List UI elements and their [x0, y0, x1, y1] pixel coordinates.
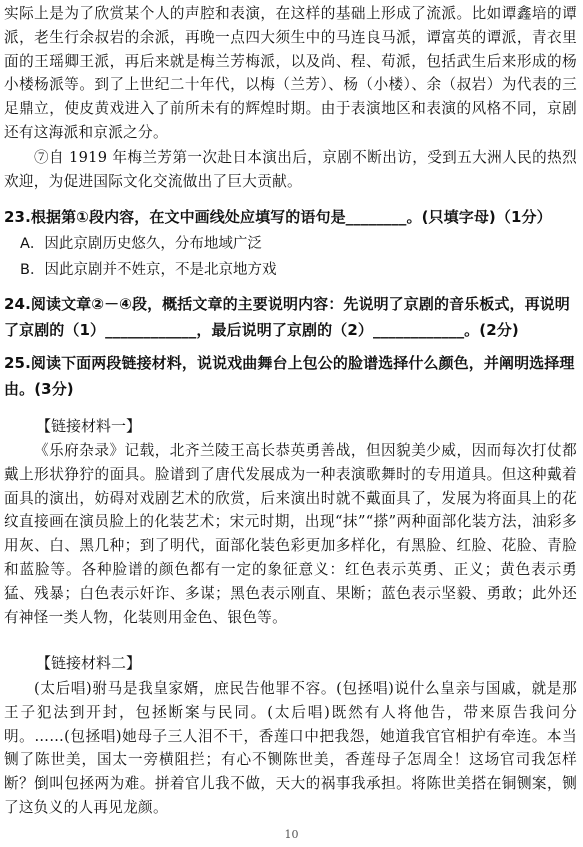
- page-number: 10: [284, 828, 299, 841]
- passage-paragraph-6: 实际上是为了欣赏某个人的声腔和表演，在这样的基础上形成了流派。比如谭鑫培的谭派，老生行余叔岩的余派，再晚一点四大须生中的马连良马派，谭富英的谭派，青衣里面的王瑶卿王派，再后来就是梅兰芳梅派，以及尚、程、荀派，包括武生后来形成的杨小楼杨派等。到了上世纪二十年代，以梅（兰芳）、杨（小楼）、余（叔岩）为代表的三足鼎立，使皮黄戏进入了前所未有的辉煌时期。由于表演地区和表演的风格不同，京剧还有这海派和京派之分。: [4, 5, 577, 141]
- q23-option-a: A．因此京剧历史悠久，分布地域广泛: [20, 236, 262, 252]
- question-24: 24.阅读文章②－④段，概括文章的主要说明内容：先说明了京剧的音乐板式，再说明了京剧的（1）____________，最后说明了京剧的（2）____________。(2分): [4, 295, 570, 339]
- passage-paragraph-7: ⑦自 1919 年梅兰芳第一次赴日本演出后，京剧不断出访，受到五大洲人民的热烈欢迎，为促进国际文化交流做出了巨大贡献。: [4, 149, 577, 190]
- question-23: 23.根据第①段内容，在文中画线处应填写的语句是________。(只填字母)（1分）: [4, 208, 552, 226]
- question-25: 25.阅读下面两段链接材料，说说戏曲舞台上包公的脸谱选择什么颜色，并阐明选择理由。(3分): [4, 354, 575, 398]
- material-1-body: 《乐府杂录》记载，北齐兰陵王高长恭英勇善战，但因貌美少威，因而每次打仗都戴上形状狰狞的面具。脸谱到了唐代发展成为一种表演歌舞时的专用道具。但这种戴着面具的演出，妨碍对戏剧艺术的欣赏，后来演出时就不戴面具了，发展为将面具上的花纹直接画在演员脸上的化装艺术；宋元时期，出现“抹”“搽”两种面部化装方法，油彩多用灰、白、黑几种；到了明代，面部化装色彩更加多样化，有黑脸、红脸、花脸、青脸和蓝脸等。各种脸谱的颜色都有一定的象征意义：红色表示英勇、正义；黄色表示勇猛、残暴；白色表示奸诈、多谋；黑色表示刚直、果断；蓝色表示坚毅、勇敢；此外还有神怪一类人物，化装则用金色、银色等。: [4, 442, 577, 626]
- material-2-title: 【链接材料二】: [36, 654, 142, 672]
- material-1-title: 【链接材料一】: [36, 417, 142, 435]
- q23-option-b: B．因此京剧并不姓京，不是北京地方戏: [20, 262, 277, 278]
- material-2-body: (太后唱)驸马是我皇家婿，庶民告他罪不容。(包拯唱)说什么皇亲与国戚，就是那王子犯法到开封，包拯断案与民同。(太后唱)既然有人将他告，带来原告我问分明。……(包拯唱)她母子三人泪不干，香莲口中把我怨，她道我官官相护有牵连。本当铡了陈世美，国太一旁横阻拦；有心不铡陈世美，香莲母子怎周全！这场官司我怎样断？倒叫包拯两为难。拼着官儿我不做，天大的祸事我承担。将陈世美搭在铜铡案，铡了这负义的人再见龙颜。: [4, 680, 577, 816]
